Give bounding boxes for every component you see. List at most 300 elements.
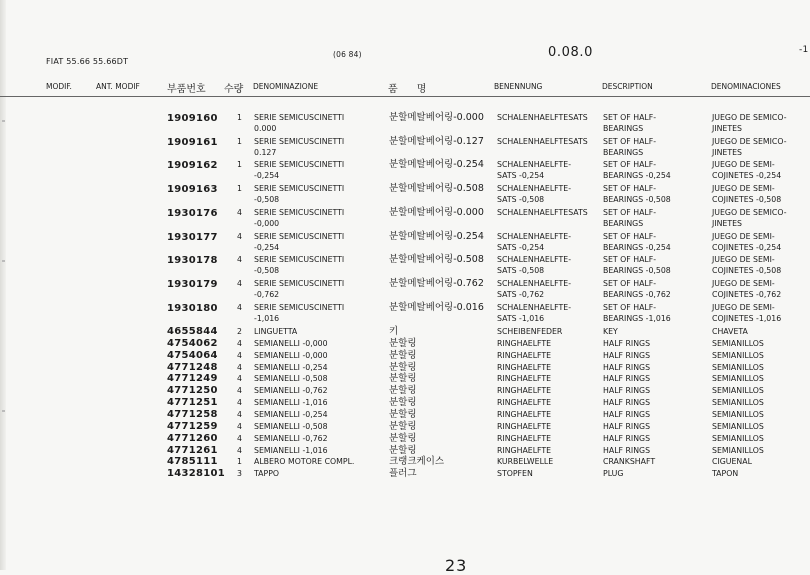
- cell-quantity: 4: [237, 433, 242, 443]
- cell-line: -0,508: [254, 266, 280, 276]
- cell-line: BEARINGS -0,254: [603, 242, 671, 252]
- cell-denominazione: [254, 468, 279, 479]
- cell-part-number: 1909162: [167, 160, 218, 172]
- cell-line: SCHALENHAELFTE-: [497, 255, 572, 265]
- cell-benennung: [497, 136, 588, 147]
- cell-korean-name: 분할메탈베어링-0.127: [389, 135, 484, 147]
- col-header-denominazione: DENOMINAZIONE: [253, 82, 319, 91]
- cell-korean-name: 분할메탈베어링-0.016: [389, 301, 484, 313]
- cell-line: 0.000: [254, 124, 277, 133]
- cell-line: SERIE SEMICUSCINETTI: [254, 113, 345, 122]
- cell-part-number: 1930176: [167, 207, 218, 219]
- cell-line: SEMIANELLI -1,016: [254, 398, 328, 408]
- cell-part-number: 4771251: [167, 397, 218, 409]
- col-header-denominaciones: DENOMINACIONES: [711, 82, 781, 91]
- table-row: [0, 159, 810, 183]
- cell-line: RINGHAELFTE: [497, 374, 552, 384]
- cell-line: CHAVETA: [712, 327, 748, 336]
- cell-line: -0,762: [254, 289, 280, 299]
- cell-line: RINGHAELFTE: [497, 409, 552, 419]
- table-row: [0, 112, 810, 136]
- cell-denominaciones: [712, 421, 764, 432]
- cell-line: RINGHAELFTE: [497, 338, 552, 348]
- cell-line: SERIE SEMICUSCINETTI: [254, 255, 345, 265]
- cell-benennung: [497, 350, 551, 361]
- cell-line: CIGUENAL: [712, 457, 752, 467]
- print-date: (06 84): [333, 50, 362, 59]
- cell-part-number: 4771261: [167, 444, 218, 456]
- cell-line: KEY: [603, 327, 618, 336]
- cell-benennung: [497, 433, 551, 444]
- cell-line: SEMIANELLI -0,762: [254, 386, 328, 396]
- cell-line: BEARINGS -0,508: [603, 195, 671, 205]
- table-row: [0, 278, 810, 302]
- cell-korean-name: 키: [389, 326, 399, 337]
- cell-denominazione: [254, 350, 328, 361]
- cell-quantity: 2: [237, 327, 242, 336]
- cell-line: SERIE SEMICUSCINETTI: [254, 278, 345, 288]
- cell-quantity: 3: [237, 469, 242, 479]
- cell-description: [603, 278, 671, 300]
- cell-line: HALF RINGS: [603, 386, 651, 396]
- cell-description: [603, 362, 650, 373]
- cell-part-number: 1909161: [167, 136, 218, 148]
- cell-denominaciones: [712, 278, 781, 300]
- cell-denominaciones: [712, 338, 764, 349]
- cell-benennung: [497, 421, 551, 432]
- cell-benennung: [497, 112, 588, 123]
- cell-line: SEMIANELLI -0,000: [254, 338, 328, 348]
- cell-line: SET OF HALF-: [603, 113, 657, 122]
- cell-benennung: [497, 409, 551, 420]
- cell-denominazione: [254, 254, 344, 276]
- cell-denominaciones: [712, 397, 764, 408]
- cell-korean-name: 분할메탈베어링-0.508: [389, 183, 484, 195]
- cell-quantity: 4: [237, 231, 242, 241]
- cell-denominaciones: [712, 136, 787, 158]
- cell-line: CRANKSHAFT: [603, 457, 656, 467]
- table-row: [0, 468, 810, 492]
- cell-korean-name: 분할메탈베어링-0.000: [389, 112, 484, 123]
- cell-benennung: [497, 231, 571, 253]
- cell-denominaciones: [712, 468, 738, 479]
- cell-line: COJINETES -0,254: [712, 242, 782, 252]
- cell-quantity: 4: [237, 374, 242, 384]
- cell-denominaciones: [712, 350, 764, 361]
- cell-benennung: [497, 278, 571, 300]
- cell-line: SET OF HALF-: [603, 255, 657, 265]
- cell-korean-name: 분할링: [389, 385, 417, 397]
- cell-description: [603, 350, 650, 361]
- cell-denominaciones: [712, 456, 752, 467]
- cell-line: JUEGO DE SEMI-: [712, 184, 775, 194]
- cell-korean-name: 분할링: [389, 349, 417, 361]
- cell-quantity: 1: [237, 113, 242, 122]
- cell-line: SET OF HALF-: [603, 160, 657, 170]
- cell-line: HALF RINGS: [603, 421, 651, 431]
- cell-denominazione: [254, 183, 344, 205]
- cell-line: RINGHAELFTE: [497, 421, 552, 431]
- cell-denominaciones: [712, 433, 764, 444]
- cell-line: COJINETES -1,016: [712, 313, 782, 323]
- cell-line: STOPFEN: [497, 469, 533, 479]
- cell-line: TAPON: [712, 469, 739, 479]
- cell-denominazione: [254, 445, 328, 456]
- cell-denominazione: [254, 302, 344, 324]
- cell-benennung: [497, 373, 551, 384]
- cell-line: JUEGO DE SEMI-: [712, 302, 775, 312]
- cell-line: TAPPO: [254, 469, 280, 479]
- cell-denominazione: [254, 207, 344, 229]
- cell-denominazione: [254, 326, 297, 337]
- cell-line: SEMIANELLI -0,508: [254, 374, 328, 384]
- page-number: 23: [445, 556, 468, 575]
- cell-korean-name: 분할메탈베어링-0.762: [389, 277, 484, 289]
- cell-part-number: 4754062: [167, 337, 218, 349]
- cell-line: SERIE SEMICUSCINETTI: [254, 207, 345, 217]
- cell-line: JUEGO DE SEMICO-: [712, 207, 787, 217]
- cell-quantity: 4: [237, 409, 242, 419]
- cell-line: JUEGO DE SEMICO-: [712, 136, 787, 146]
- cell-denominaciones: [712, 231, 781, 253]
- cell-line: -0,508: [254, 195, 280, 205]
- cell-line: SET OF HALF-: [603, 207, 657, 217]
- cell-line: SATS -0,762: [497, 289, 545, 299]
- cell-denominaciones: [712, 373, 764, 384]
- cell-korean-name: 분할메탈베어링-0.254: [389, 159, 484, 171]
- cell-part-number: 4785111: [167, 456, 218, 468]
- cell-part-number: 1930179: [167, 278, 218, 290]
- cell-line: COJINETES -0,508: [712, 195, 782, 205]
- cell-denominaciones: [712, 445, 764, 456]
- cell-line: BEARINGS: [603, 124, 644, 133]
- cell-denominazione: [254, 385, 328, 396]
- cell-benennung: [497, 468, 533, 479]
- cell-line: SCHALENHAELFTESATS: [497, 113, 588, 122]
- cell-quantity: 4: [237, 362, 242, 372]
- cell-part-number: 1909163: [167, 184, 218, 196]
- cell-line: SATS -0,508: [497, 266, 545, 276]
- col-header-part-number: 부품번호: [167, 84, 206, 95]
- cell-quantity: 4: [237, 445, 242, 455]
- cell-line: SCHALENHAELFTE-: [497, 302, 572, 312]
- cell-description: [603, 159, 671, 181]
- cell-denominaciones: [712, 254, 781, 276]
- cell-line: -0,254: [254, 242, 280, 252]
- cell-line: SEMIANELLI -0,000: [254, 350, 328, 360]
- cell-line: PLUG: [603, 469, 624, 479]
- cell-description: [603, 136, 656, 158]
- cell-korean-name: 분할메탈베어링-0.508: [389, 254, 484, 266]
- cell-benennung: [497, 326, 562, 337]
- cell-description: [603, 183, 671, 205]
- cell-part-number: 4771259: [167, 420, 218, 432]
- cell-line: SERIE SEMICUSCINETTI: [254, 231, 345, 241]
- cell-quantity: 1: [237, 457, 242, 467]
- table-row: [0, 302, 810, 326]
- cell-quantity: 4: [237, 278, 242, 288]
- cell-description: [603, 326, 618, 337]
- cell-line: RINGHAELFTE: [497, 433, 552, 443]
- cell-quantity: 4: [237, 207, 242, 217]
- cell-line: SCHEIBENFEDER: [497, 327, 563, 336]
- cell-line: SET OF HALF-: [603, 302, 657, 312]
- cell-line: BEARINGS -0,254: [603, 171, 671, 181]
- cell-line: SEMIANILLOS: [712, 386, 764, 396]
- col-header-modif: MODIF.: [46, 82, 72, 91]
- cell-korean-name: 분할링: [389, 408, 417, 420]
- cell-line: RINGHAELFTE: [497, 350, 552, 360]
- cell-line: HALF RINGS: [603, 374, 651, 384]
- cell-line: SEMIANELLI -0,762: [254, 433, 328, 443]
- cell-line: SCHALENHAELFTESATS: [497, 136, 588, 146]
- cell-line: JINETES: [712, 124, 742, 133]
- cell-line: SATS -0,254: [497, 171, 545, 181]
- cell-part-number: 4771250: [167, 385, 218, 397]
- cell-line: ALBERO MOTORE COMPL.: [254, 457, 355, 467]
- table-row: [0, 136, 810, 160]
- cell-denominaciones: [712, 302, 781, 324]
- cell-line: JUEGO DE SEMI-: [712, 160, 775, 170]
- cell-line: SEMIANILLOS: [712, 433, 764, 443]
- cell-description: [603, 468, 623, 479]
- cell-benennung: [497, 445, 551, 456]
- cell-line: HALF RINGS: [603, 445, 651, 455]
- cell-line: BEARINGS -0,508: [603, 266, 671, 276]
- cell-line: SEMIANILLOS: [712, 445, 764, 455]
- cell-part-number: 4771260: [167, 432, 218, 444]
- cell-description: [603, 456, 655, 467]
- table-row: [0, 254, 810, 278]
- cell-line: JUEGO DE SEMI-: [712, 278, 775, 288]
- cell-line: SEMIANILLOS: [712, 421, 764, 431]
- cell-line: SET OF HALF-: [603, 278, 657, 288]
- cell-korean-name: 크랭크케이스: [389, 456, 445, 468]
- cell-line: JUEGO DE SEMI-: [712, 255, 775, 265]
- cell-benennung: [497, 362, 551, 373]
- cell-part-number: 4771258: [167, 408, 218, 420]
- cell-denominaciones: [712, 409, 764, 420]
- cell-line: BEARINGS -1,016: [603, 313, 671, 323]
- cell-line: RINGHAELFTE: [497, 362, 552, 372]
- cell-line: SEMIANILLOS: [712, 374, 764, 384]
- cell-denominazione: [254, 397, 328, 408]
- cell-line: SCHALENHAELFTE-: [497, 278, 572, 288]
- cell-line: BEARINGS: [603, 147, 644, 157]
- cell-korean-name: 분할링: [389, 420, 417, 432]
- cell-line: HALF RINGS: [603, 409, 651, 419]
- cell-denominazione: [254, 373, 328, 384]
- cell-line: SERIE SEMICUSCINETTI: [254, 136, 345, 146]
- cell-line: SEMIANELLI -0,508: [254, 421, 328, 431]
- cell-quantity: 1: [237, 160, 242, 170]
- cell-line: SCHALENHAELFTE-: [497, 184, 572, 194]
- cell-korean-name: 분할메탈베어링-0.000: [389, 206, 484, 218]
- cell-description: [603, 373, 650, 384]
- cell-line: SET OF HALF-: [603, 184, 657, 194]
- cell-quantity: 1: [237, 136, 242, 146]
- cell-line: RINGHAELFTE: [497, 445, 552, 455]
- cell-benennung: [497, 397, 551, 408]
- cell-line: JINETES: [712, 218, 742, 228]
- cell-description: [603, 254, 671, 276]
- cell-benennung: [497, 207, 588, 218]
- cell-line: KURBELWELLE: [497, 457, 554, 467]
- cell-denominazione: [254, 421, 328, 432]
- cell-line: SERIE SEMICUSCINETTI: [254, 160, 345, 170]
- cell-line: HALF RINGS: [603, 398, 651, 408]
- cell-line: JUEGO DE SEMI-: [712, 231, 775, 241]
- cell-korean-name: 분할링: [389, 444, 417, 456]
- col-header-korean-name: 품 명: [388, 84, 427, 95]
- cell-line: SEMIANILLOS: [712, 350, 764, 360]
- cell-denominazione: [254, 159, 344, 181]
- cell-quantity: 4: [237, 338, 242, 348]
- cell-line: SEMIANILLOS: [712, 398, 764, 408]
- col-header-quantity: 수량: [224, 84, 244, 95]
- cell-line: RINGHAELFTE: [497, 398, 552, 408]
- cell-quantity: 4: [237, 386, 242, 396]
- cell-line: 0.127: [254, 147, 277, 157]
- corner-mark: -1: [799, 45, 809, 55]
- cell-line: HALF RINGS: [603, 350, 651, 360]
- cell-line: COJINETES -0,762: [712, 289, 782, 299]
- cell-quantity: 4: [237, 302, 242, 312]
- cell-benennung: [497, 254, 571, 276]
- cell-korean-name: 플러그: [389, 468, 417, 480]
- cell-line: SERIE SEMICUSCINETTI: [254, 184, 345, 194]
- cell-denominazione: [254, 136, 344, 158]
- cell-line: SEMIANELLI -0,254: [254, 362, 328, 372]
- cell-line: SEMIANILLOS: [712, 409, 764, 419]
- cell-quantity: 4: [237, 255, 242, 265]
- cell-denominazione: [254, 409, 328, 420]
- cell-quantity: 4: [237, 398, 242, 408]
- cell-description: [603, 385, 650, 396]
- cell-line: SCHALENHAELFTE-: [497, 231, 572, 241]
- cell-line: SET OF HALF-: [603, 136, 657, 146]
- cell-korean-name: 분할링: [389, 432, 417, 444]
- cell-benennung: [497, 302, 571, 324]
- cell-denominaciones: [712, 159, 781, 181]
- cell-line: SCHALENHAELFTE-: [497, 160, 572, 170]
- cell-line: SEMIANILLOS: [712, 362, 764, 372]
- cell-benennung: [497, 456, 553, 467]
- cell-denominazione: [254, 278, 344, 300]
- cell-korean-name: 분할링: [389, 361, 417, 373]
- cell-denominazione: [254, 362, 328, 373]
- cell-denominaciones: [712, 362, 764, 373]
- cell-description: [603, 207, 656, 229]
- cell-part-number: 4655844: [167, 326, 218, 337]
- cell-quantity: 4: [237, 421, 242, 431]
- cell-denominaciones: [712, 385, 764, 396]
- cell-line: SERIE SEMICUSCINETTI: [254, 302, 345, 312]
- cell-line: RINGHAELFTE: [497, 386, 552, 396]
- cell-part-number: 1930178: [167, 255, 218, 267]
- cell-quantity: 4: [237, 350, 242, 360]
- cell-korean-name: 분할메탈베어링-0.254: [389, 230, 484, 242]
- col-header-description: DESCRIPTION: [602, 82, 653, 91]
- cell-description: [603, 433, 650, 444]
- cell-line: -1,016: [254, 313, 280, 323]
- cell-benennung: [497, 159, 571, 181]
- cell-part-number: 4771249: [167, 373, 218, 385]
- cell-line: SATS -1,016: [497, 313, 545, 323]
- cell-denominazione: [254, 338, 328, 349]
- cell-line: SET OF HALF-: [603, 231, 657, 241]
- table-row: [0, 231, 810, 255]
- cell-denominazione: [254, 231, 344, 253]
- cell-line: COJINETES -0,254: [712, 171, 782, 181]
- cell-korean-name: 분할링: [389, 337, 417, 349]
- cell-line: -0,000: [254, 218, 280, 228]
- cell-line: HALF RINGS: [603, 338, 651, 348]
- cell-benennung: [497, 338, 551, 349]
- cell-denominaciones: [712, 207, 787, 229]
- table-row: [0, 207, 810, 231]
- cell-line: SEMIANILLOS: [712, 338, 764, 348]
- cell-denominazione: [254, 112, 344, 134]
- cell-description: [603, 421, 650, 432]
- cell-part-number: 1930177: [167, 231, 218, 243]
- cell-quantity: 1: [237, 184, 242, 194]
- cell-line: HALF RINGS: [603, 362, 651, 372]
- col-header-ant-modif: ANT. MODIF: [96, 82, 140, 91]
- cell-description: [603, 409, 650, 420]
- col-header-benennung: BENENNUNG: [494, 82, 543, 91]
- cell-line: HALF RINGS: [603, 433, 651, 443]
- cell-denominazione: [254, 456, 354, 467]
- cell-denominazione: [254, 433, 328, 444]
- cell-line: COJINETES -0,508: [712, 266, 782, 276]
- cell-part-number: 1930180: [167, 302, 218, 314]
- model-name: FIAT 55.66 55.66DT: [46, 57, 129, 66]
- cell-part-number: 4771248: [167, 361, 218, 373]
- cell-benennung: [497, 183, 571, 205]
- table-row: [0, 183, 810, 207]
- cell-description: [603, 338, 650, 349]
- cell-korean-name: 분할링: [389, 397, 417, 409]
- cell-line: SEMIANELLI -0,254: [254, 409, 328, 419]
- cell-description: [603, 231, 671, 253]
- cell-line: -0,254: [254, 171, 280, 181]
- cell-korean-name: 분할링: [389, 373, 417, 385]
- cell-description: [603, 302, 671, 324]
- cell-part-number: 14328101: [167, 468, 226, 480]
- cell-line: LINGUETTA: [254, 327, 298, 336]
- cell-description: [603, 445, 650, 456]
- cell-line: BEARINGS: [603, 218, 644, 228]
- cell-denominaciones: [712, 183, 781, 205]
- cell-line: BEARINGS -0,762: [603, 289, 671, 299]
- cell-part-number: 1909160: [167, 113, 218, 124]
- cell-denominaciones: [712, 112, 787, 134]
- cell-line: JUEGO DE SEMICO-: [712, 113, 787, 122]
- cell-benennung: [497, 385, 551, 396]
- cell-description: [603, 112, 656, 134]
- cell-description: [603, 397, 650, 408]
- cell-line: SCHALENHAELFTESATS: [497, 207, 588, 217]
- cell-line: SEMIANELLI -1,016: [254, 445, 328, 455]
- section-code: 0.08.0: [548, 45, 593, 60]
- header-rule: [0, 96, 810, 97]
- cell-line: SATS -0,254: [497, 242, 545, 252]
- cell-line: JINETES: [712, 147, 742, 157]
- cell-line: SATS -0,508: [497, 195, 545, 205]
- cell-part-number: 4754064: [167, 349, 218, 361]
- cell-denominaciones: [712, 326, 748, 337]
